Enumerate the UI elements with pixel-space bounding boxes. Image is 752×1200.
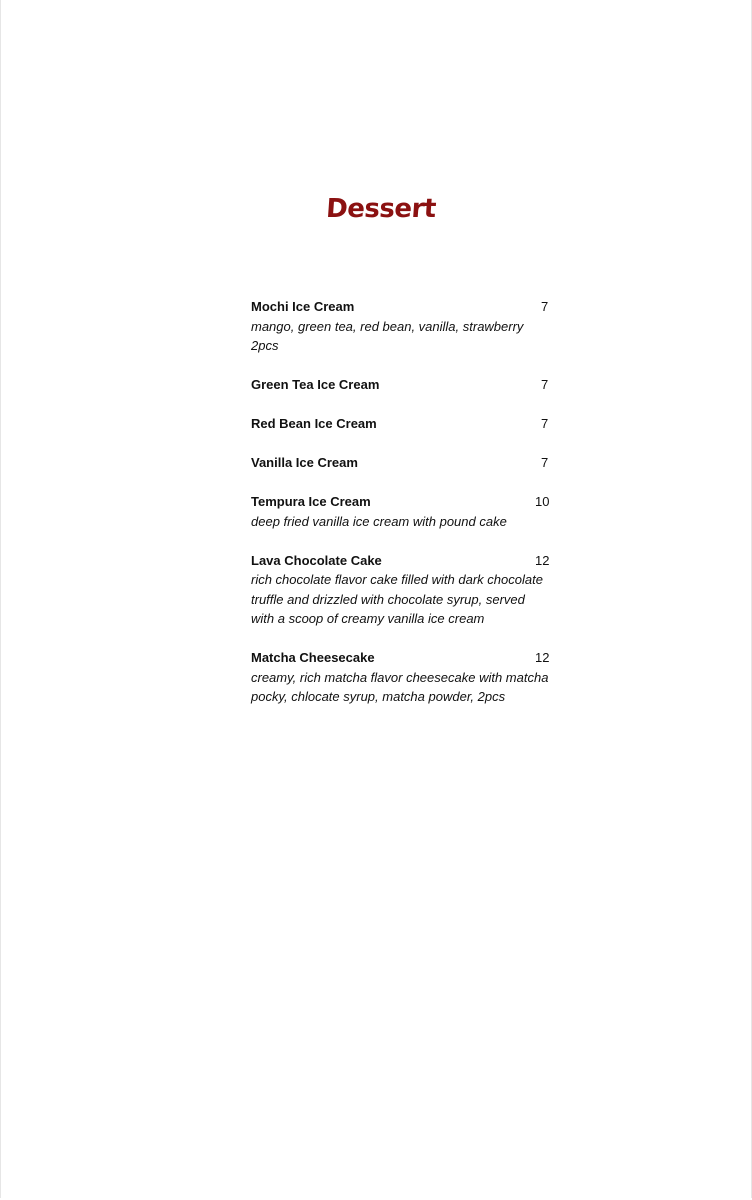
menu-item-name: Tempura Ice Cream (251, 494, 371, 509)
menu-item-description-line: truffle and drizzled with chocolate syrup, served (251, 591, 525, 607)
menu-item-name: Matcha Cheesecake (251, 650, 375, 665)
menu-item-price: 7 (541, 416, 549, 431)
menu-item-header (251, 492, 561, 512)
menu-item-price: 10 (535, 494, 550, 509)
menu-item-name: Vanilla Ice Cream (251, 455, 358, 470)
menu-item-name: Mochi Ice Cream (251, 299, 355, 314)
menu-item-price: 7 (541, 299, 549, 314)
menu-item-red-bean-ice-cream (251, 414, 561, 434)
menu-item-description-line: deep fried vanilla ice cream with pound cake (251, 513, 507, 529)
menu-item-header (251, 453, 561, 473)
menu-item-description-line: pocky, chlocate syrup, matcha powder, 2pcs (251, 689, 506, 704)
menu-item-price: 12 (535, 650, 550, 665)
menu-item-tempura-ice-cream (251, 492, 561, 531)
menu-item-price: 7 (541, 377, 549, 392)
menu-item-description-line: creamy, rich matcha flavor cheesecake with matcha (251, 669, 549, 685)
menu-item-matcha-cheesecake (251, 648, 561, 707)
menu-item-description-line: 2pcs (251, 338, 279, 353)
menu-title: Dessert (325, 194, 437, 224)
menu-item-name: Green Tea Ice Cream (251, 377, 380, 392)
menu-item-mochi-ice-cream (251, 297, 561, 356)
menu-item-header (251, 551, 561, 571)
menu-item-description-line: mango, green tea, red bean, vanilla, strawberry (251, 318, 524, 334)
menu-item-name: Red Bean Ice Cream (251, 416, 377, 431)
menu-item-header (251, 375, 561, 395)
menu-item-name: Lava Chocolate Cake (251, 552, 382, 568)
menu-item-description-line: rich chocolate flavor cake filled with dark chocolate (251, 572, 543, 587)
menu-item-description-line: with a scoop of creamy vanilla ice cream (251, 611, 485, 626)
menu-item-green-tea-ice-cream (251, 375, 561, 395)
menu-item-price: 7 (541, 455, 549, 470)
menu-item-header (251, 648, 561, 668)
menu-item-vanilla-ice-cream (251, 453, 561, 473)
menu-item-header (251, 414, 561, 434)
menu-item-lava-chocolate-cake (251, 551, 561, 629)
menu-item-header (251, 297, 561, 317)
dessert-menu-list (251, 297, 561, 726)
menu-item-price: 12 (535, 552, 550, 568)
